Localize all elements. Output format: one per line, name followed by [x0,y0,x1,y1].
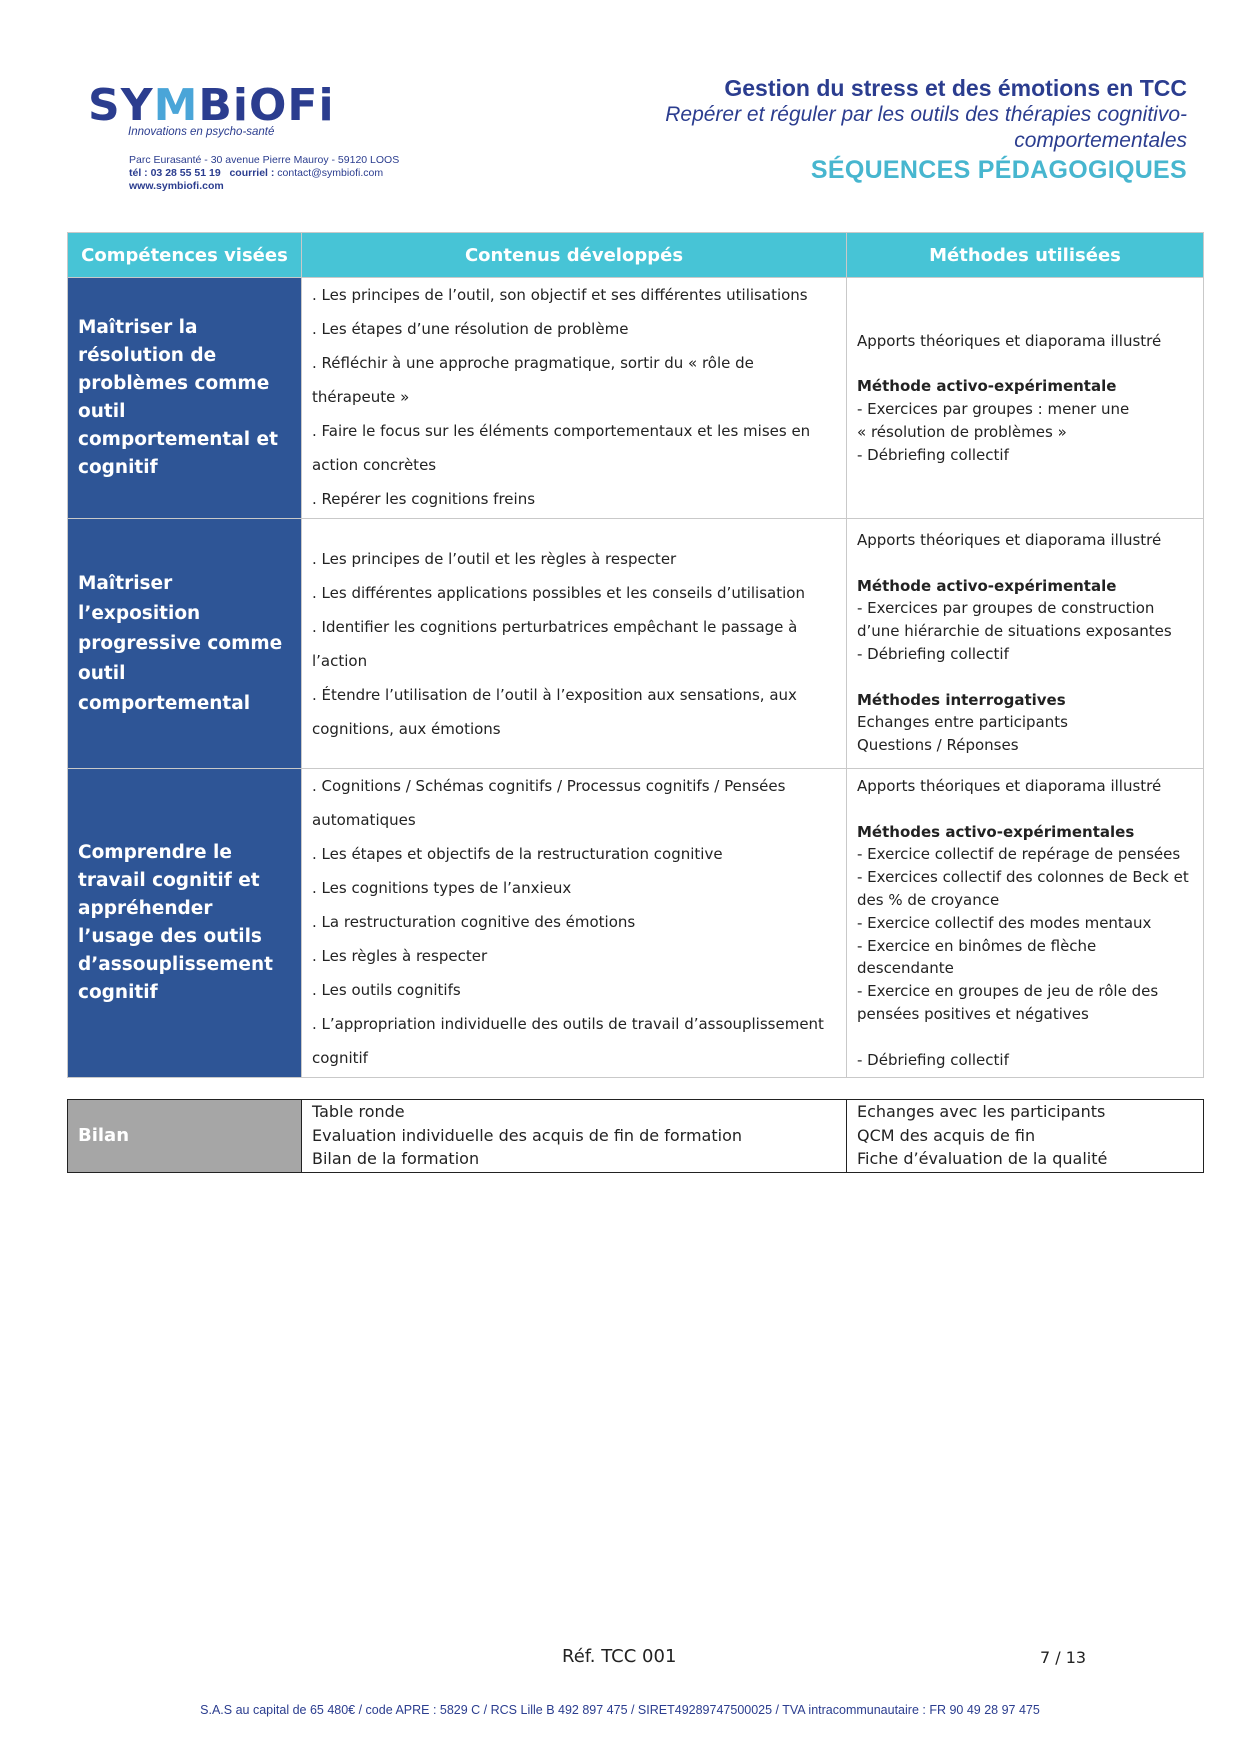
table-row [68,769,1204,1078]
bilan-methode-line: Fiche d’évaluation de la qualité [857,1149,1108,1168]
contenu-line: thérapeute » [312,388,410,406]
logo-wordmark [88,80,335,131]
bilan-methode-line: QCM des acquis de fin [857,1125,1036,1145]
contenu-line: . Identifier les cognitions perturbatrices empêchant le passage à [312,617,798,636]
legal-footer: S.A.S au capital de 65 480€ / code APRE : 5829 C / RCS Lille B 492 897 475 / SIRET49289747500025 / TVA intracommunautaire : FR 90 49 28 97 475 [200,1703,1040,1717]
contenu-line: action concrètes [312,456,437,474]
competence-cell: Comprendre le travail cognitif et appréhender l’usage des outils d’assouplissement cognitif [68,769,302,1078]
mail-label: courriel : [229,167,275,179]
header-methodes: Méthodes utilisées [847,233,1204,278]
contenu-line: . Étendre l’utilisation de l’outil à l’exposition aux sensations, aux [312,685,797,704]
bilan-row [68,1100,1204,1173]
methode-line: des % de croyance [857,890,1000,909]
bilan-label: Bilan [68,1100,302,1173]
contenus-cell [302,769,847,1078]
contenu-line: . La restructuration cognitive des émotions [312,913,636,931]
page-number: 7 / 13 [1040,1648,1087,1667]
methode-line: - Exercice collectif de repérage de pensées [857,845,1181,864]
methode-apports: Apports théoriques et diaporama illustré [857,777,1162,795]
contenus-cell [302,519,847,769]
contenu-line: . Les cognitions types de l’anxieux [312,879,572,897]
bilan-contenu-line: Bilan de la formation [312,1149,480,1168]
logo-tagline: Innovations en psycho-santé [128,126,275,138]
logo-text-b: M [153,80,199,131]
company-logo [88,80,448,193]
section-title: SÉQUENCES PÉDAGOGIQUES [810,156,1187,184]
table-header-row [68,233,1204,278]
bilan-contenu-line: Evaluation individuelle des acquis de fin de formation [312,1125,742,1145]
bilan-methodes-cell [847,1100,1204,1173]
document-reference: Réf. TCC 001 [562,1646,677,1667]
logo-text-a: SY [88,80,154,131]
contenu-line: . Les étapes d’une résolution de problème [312,320,629,338]
methodes-cell [847,519,1204,769]
bilan-contenus-cell [302,1100,847,1173]
contenu-line: . Repérer les cognitions freins [312,490,536,508]
methodes-cell [847,769,1204,1078]
methode-line: - Débriefing collectif [857,644,1009,663]
methode-line: - Exercice collectif des modes mentaux [857,913,1152,932]
contenu-line: l’action [312,651,368,670]
methode-line: d’une hiérarchie de situations exposantes [857,622,1172,641]
methode-apports: Apports théoriques et diaporama illustré [857,531,1162,549]
contenus-cell [302,278,847,519]
bilan-methode-line: Echanges avec les participants [857,1102,1106,1121]
document-subtitle-line2: comportementales [1014,129,1187,152]
contenu-line: cognitif [312,1049,368,1067]
methode-line: - Exercice en groupes de jeu de rôle des [857,982,1159,1001]
methode-line: - Exercice en binômes de flèche [857,936,1097,955]
methode-apports: Apports théoriques et diaporama illustré [857,331,1162,350]
methode-line: « résolution de problèmes » [857,422,1067,441]
bilan-contenu-line: Table ronde [312,1102,405,1121]
methode-line: Questions / Réponses [857,736,1019,755]
header-competences: Compétences visées [68,233,302,278]
contenu-line: . Faire le focus sur les éléments comportementaux et les mises en [312,422,811,440]
company-address: Parc Eurasanté - 30 avenue Pierre Mauroy - 59120 LOOS [129,154,400,166]
methode-line: descendante [857,959,954,978]
bilan-table [67,1099,1204,1173]
mail-value[interactable]: contact@symbiofi.com [277,167,384,179]
logo-text-c: BiOFi [198,80,335,131]
methode-line: - Exercices collectif des colonnes de Beck et [857,868,1189,887]
document-heading [547,74,1187,186]
methode-title: Méthode activo-expérimentale [857,377,1117,396]
methodes-cell [847,278,1204,519]
document-title: Gestion du stress et des émotions en TCC [724,75,1187,101]
website-link[interactable]: www.symbiofi.com [129,180,224,192]
contenu-line: . Les outils cognitifs [312,981,461,999]
contenu-line: . Les règles à respecter [312,947,488,965]
methode-line: - Exercices par groupes : mener une [857,400,1130,418]
contenu-line: . Les principes de l’outil et les règles à respecter [312,549,677,568]
contenu-line: . Les différentes applications possibles et les conseils d’utilisation [312,583,805,602]
company-address-block [129,154,448,193]
methode-title: Méthodes interrogatives [857,690,1066,709]
tel-value: 03 28 55 51 19 [150,167,221,179]
contenu-line: cognitions, aux émotions [312,719,501,738]
methode-line: - Exercices par groupes de construction [857,599,1155,618]
tel-label: tél : [129,167,148,179]
contenu-line: . L’appropriation individuelle des outils de travail d’assouplissement [312,1015,824,1033]
methode-line: - Débriefing collectif [857,445,1009,464]
table-row [68,278,1204,519]
methode-title: Méthodes activo-expérimentales [857,822,1135,841]
contenu-line: . Les principes de l’outil, son objectif et ses différentes utilisations [312,286,808,304]
methode-line: - Débriefing collectif [857,1050,1009,1069]
sequences-table [67,232,1204,1078]
table-row [68,519,1204,769]
header-contenus: Contenus développés [302,233,847,278]
document-subtitle-line1: Repérer et réguler par les outils des thérapies cognitivo- [665,103,1187,126]
company-contact [129,167,448,180]
competence-cell: Maîtriser la résolution de problèmes comme outil comportemental et cognitif [68,278,302,519]
methode-line: pensées positives et négatives [857,1004,1089,1023]
contenu-line: . Cognitions / Schémas cognitifs / Processus cognitifs / Pensées [312,777,786,795]
contenu-line: . Les étapes et objectifs de la restructuration cognitive [312,845,723,863]
contenu-line: automatiques [312,811,416,829]
contenu-line: . Réfléchir à une approche pragmatique, sortir du « rôle de [312,354,754,372]
methode-title: Méthode activo-expérimentale [857,576,1117,595]
methode-line: Echanges entre participants [857,713,1068,732]
competence-cell: Maîtriser l’exposition progressive comme outil comportemental [68,519,302,769]
